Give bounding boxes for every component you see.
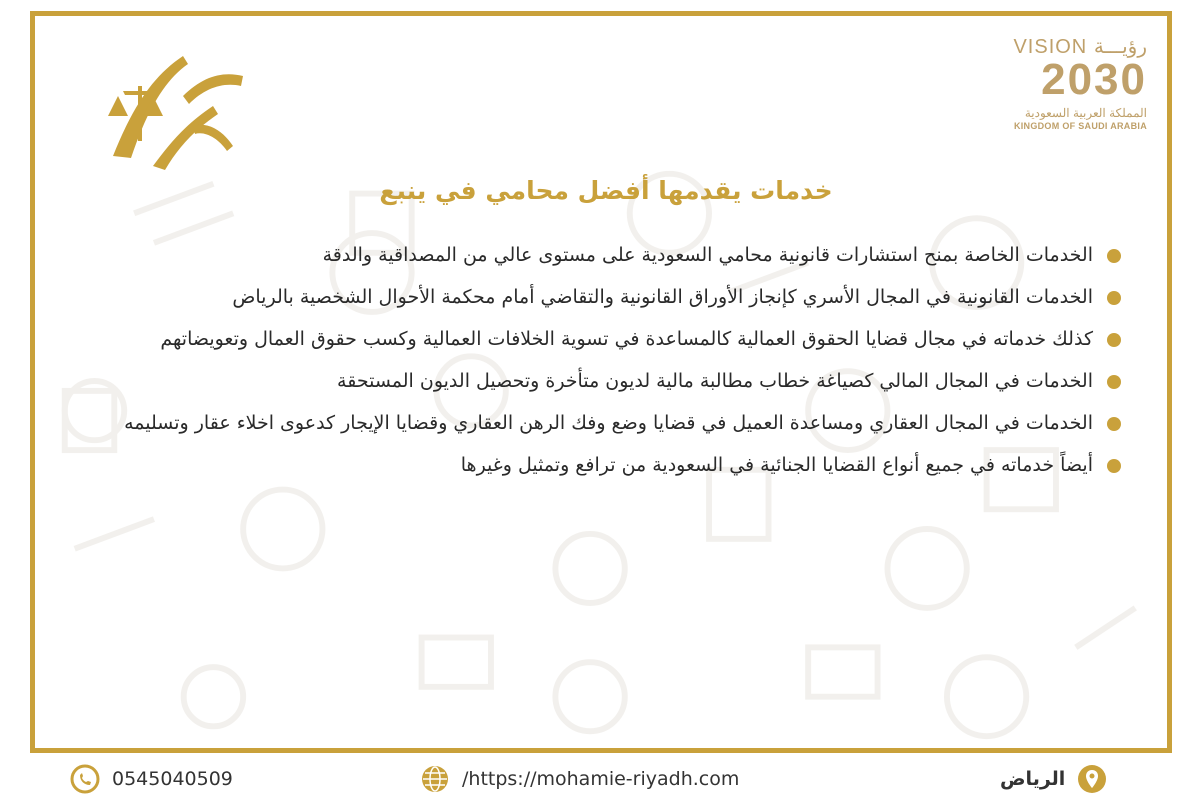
calligraphy-logo: [93, 36, 253, 176]
location-contact: [1000, 764, 1107, 794]
list-item: [103, 276, 1123, 318]
services-list: [103, 234, 1123, 486]
bullet-icon: [1107, 375, 1121, 389]
content-frame: [30, 11, 1172, 753]
list-item-text: الخدمات في المجال المالي كصياغة خطاب مطالبة مالية لديون متأخرة وتحصيل الديون المستحقة: [337, 370, 1093, 392]
list-item-text: أيضاً خدماته في جميع أنواع القضايا الجنائية في السعودية من ترافع وتمثيل وغيرها: [460, 454, 1093, 476]
bullet-icon: [1107, 417, 1121, 431]
list-item: [103, 234, 1123, 276]
list-item: [103, 318, 1123, 360]
list-item-text: الخدمات الخاصة بمنح استشارات قانونية محامي السعودية على مستوى عالي من المصداقية والدقة: [322, 244, 1093, 266]
list-item-text: الخدمات في المجال العقاري ومساعدة العميل في قضايا وضع وفك الرهن العقاري وقضايا الإيجار كدعوى اخلاء عقار وتسليمه: [124, 412, 1093, 434]
phone-contact[interactable]: [70, 764, 233, 794]
location-name: الرياض: [1000, 768, 1066, 790]
vision-year: 2030: [1041, 55, 1147, 104]
bullet-icon: [1107, 291, 1121, 305]
bullet-icon: [1107, 333, 1121, 347]
vision-english: KINGDOM OF SAUDI ARABIA: [1013, 121, 1147, 131]
bullet-icon: [1107, 459, 1121, 473]
list-item-text: كذلك خدماته في مجال قضايا الحقوق العمالية كالمساعدة في تسوية الخلافات العمالية وكسب حقوق العمال وتعويضاتهم: [160, 328, 1093, 350]
footer: [0, 758, 1200, 800]
website-link[interactable]: [420, 764, 739, 794]
list-item-text: الخدمات القانونية في المجال الأسري كإنجاز الأوراق القانونية والتقاضي أمام محكمة الأحوال الشخصية بالرياض: [232, 286, 1093, 308]
list-item: [103, 402, 1123, 444]
vision-label: VISION رؤيـــة: [1013, 36, 1147, 58]
bullet-icon: [1107, 249, 1121, 263]
vision-arabic: المملكة العربية السعودية: [1024, 106, 1147, 120]
list-item: [103, 444, 1123, 486]
whatsapp-icon: [70, 764, 100, 794]
list-item: [103, 360, 1123, 402]
location-pin-icon: [1077, 764, 1107, 794]
page-title: خدمات يقدمها أفضل محامي في ينبع: [379, 176, 833, 205]
globe-icon: [420, 764, 450, 794]
vision-2030-logo: [977, 34, 1147, 134]
website-url: /https://mohamie-riyadh.com: [462, 768, 740, 790]
phone-number: 0545040509: [112, 768, 233, 790]
